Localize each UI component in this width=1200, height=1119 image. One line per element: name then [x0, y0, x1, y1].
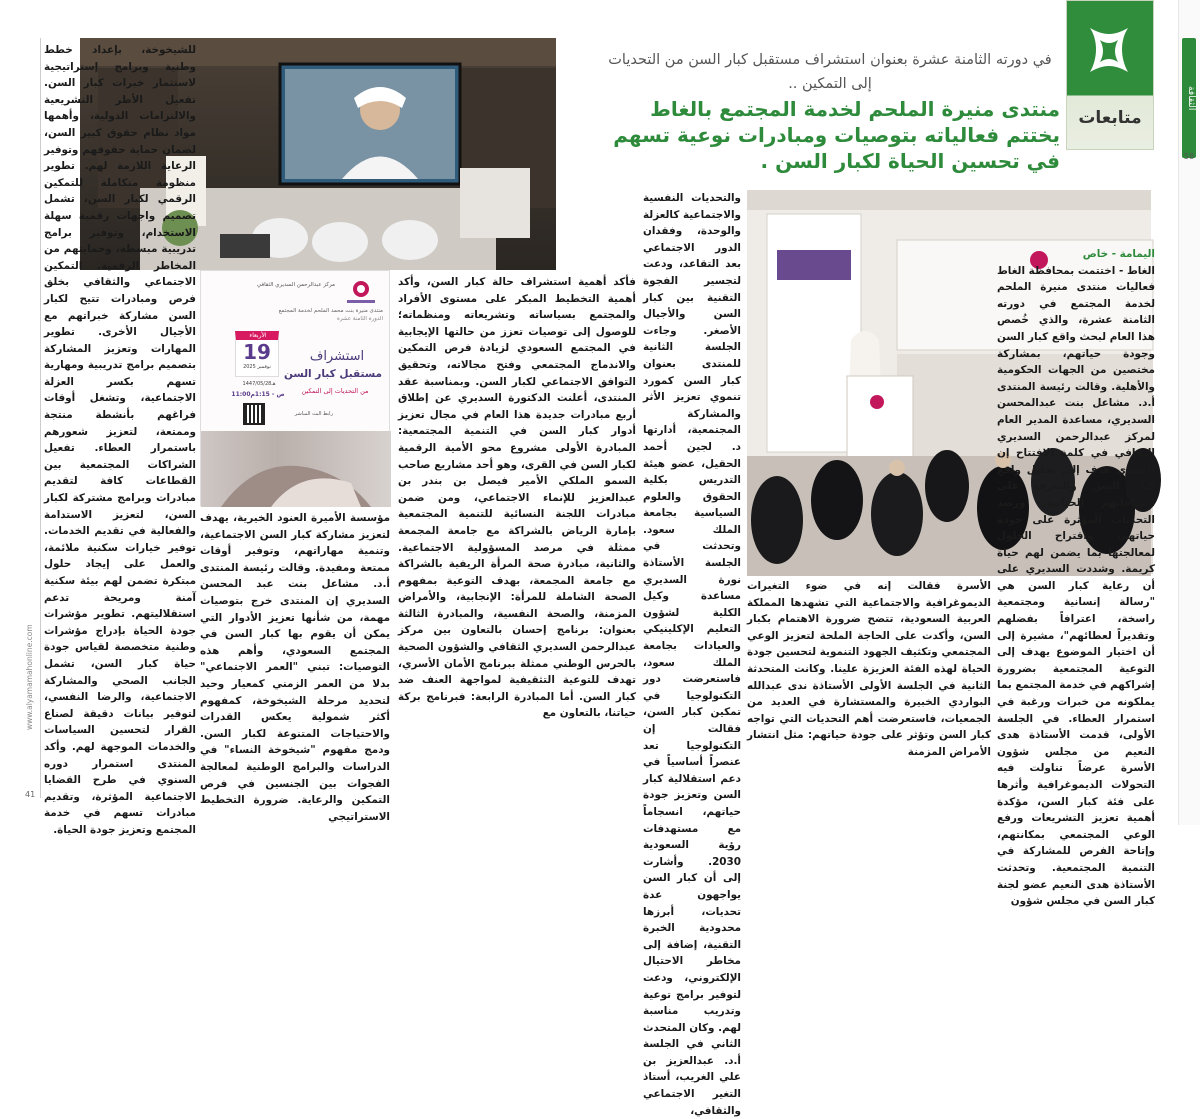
flyer-title-2: مستقبل كبار السن — [283, 368, 383, 380]
flyer-subtitle: منتدى منيرة بنت محمد الملحم لخدمة المجتمع — [278, 308, 383, 314]
article-column-1 — [997, 246, 1155, 908]
section-label: متابعات — [1078, 108, 1142, 128]
flyer-time: 11:00ص - 1:15م — [231, 391, 285, 398]
flyer-date: 19 — [243, 340, 271, 364]
article-text-3: فأكد أهمية استشراف حالة كبار السن، وأكد أهمية التخطيط المبكر على مستوى الأفراد والمجتمع بسياساته وتشريعاته ومنظماته؛ للوصول إلى توصيات تعزز من حالتها الإيجابية في المجتمع السعودي لزيادة فرص التمكين والاندماج المجتمعي وفتح مجالاته، وتحقيق التوافق الاجتماعي لكبار السن. وبمناسبة عقد المنتدى، أعلنت الدكتورة السديري عن إطلاق أربع مبادرات جديدة هذا العام في مجال تعزيز أدوار كبار السن في التنمية المجتمعية: المبادرة الأولى مشروع محو الأمية الرقمية لكبار السن في القرى، وهو أحد مشاريع صاحب السمو الملكي الأمير فيصل بن بندر بن عبدالعزيز للإنماء الاجتماعي، ومن ضمن مبادرات اللجنة النسائية للتنمية المجتمعية بإمارة الرياض بالشراكة مع جامعة المجمعة ممثلة في مرصد المسؤولية الاجتماعية. والثانية، مبادرة صحة المرأة الريفية بالشراكة مع جامعة المجمعة، بهدف التوعية بمفهوم الصحة الشاملة للمرأة: الإنجابية، والأمراض المزمنة، والصحة النفسية، والمبادرة الثالثة بعنوان: برنامج إحسان بالتعاون بين مركز عبدالرحمن السديري الثقافي والشؤون الصحية بالحرس الوطني ممثلة ببرنامج الأمان الأسري، تهدف للتوعية التثقيفية لمواجهة العنف ضد كبار السن. أما المبادرة الرابعة: فبرنامج بركة حياتنا، بالتعاون مع — [398, 276, 636, 720]
flyer-org: مركز عبدالرحمن السديري الثقافي — [256, 282, 335, 288]
section-tab: الثقافة — [1182, 38, 1196, 158]
column-rule — [40, 38, 41, 798]
flyer-day: الأربعاء — [249, 332, 267, 339]
article-text-2b: الأسرة فقالت إنه في ضوء التغيرات الديموغرافية والاجتماعية التي تشهدها المملكة العربية السعودية، تتضح ضرورة الاهتمام بكبار السن، وأكدت على الحاجة الملحة لتعزيز الوعي المجتمعي وتكثيف الجهود التنموية لتحسين جودة الحياة لهذه الفئة العزيزة علينا. وكانت المتحدثة الثانية في الجلسة الأولى الأستاذة ندى عبدالله البواردي الخبيرة والمستشارة في العديد من الجمعيات، فاستعرضت أهم التحديات التي تواجه كبار السن وتؤثر على جودة حياتهم: مثل انتشار الأمراض المزمنة — [747, 580, 991, 758]
flyer-logo-icon — [339, 279, 383, 307]
article-text-2: والتحديات النفسية والاجتماعية كالعزلة والوحدة، وفقدان الدور الاجتماعي بعد التقاعد، ودعت لتجسير الفجوة التقنية بين كبار السن والأجيال الأصغر. وجاءت الجلسة الثانية للمنتدى بعنوان كبار السن كمورد تنموي تعزيز الأثر والمشاركة المجتمعية، أدارتها د. لجين أحمد الحقيل، عضو هيئة التدريس بكلية الحقوق والعلوم السياسية بجامعة الملك سعود. وتحدثت في الجلسة الأستاذة نورة السديري مساعدة وكيل الكلية لشؤون التعليم الإكلينيكي والعيادات بجامعة الملك سعود، فاستعرضت دور التكنولوجيا في تمكين كبار السن، فقالت إن التكنولوجيا تعد عنصراً أساسياً في دعم استقلالية كبار السن وتعزيز جودة حياتهم، انسجاماً مع مستهدفات رؤية السعودية 2030. وأشارت إلى أن كبار السن يواجهون عدة تحديات، أبرزها محدودية الخبرة التقنية، إضافة إلى مخاطر الاحتيال الإلكتروني، ودعت لتوفير برامج توعية وتدريب مناسبة لهم. وكان المتحدث الثاني في الجلسة أ.د. عبدالعزيز بن علي الغريب، أستاذ التغير الاجتماعي والثقافي، — [643, 192, 741, 1117]
event-flyer — [200, 270, 390, 506]
article-text-5: للشيخوخة، بإعداد خطط وطنية وبرامج إستراتيجية لاستثمار خبرات كبار السن. تفعيل الأطر التشريعية والالتزامات الدولية، وأهمها مواد نظام حقوق كبير السن، لضمان حماية حقوقهم وتوفير الرعاية اللازمة لهم. تطوير منظومة متكاملة للتمكين الرقمي لكبار السن، تشمل تصميم واجهات رقمية سهلة الاستخدام، وتوفير برامج تدريبية مبسطة، وحمايتهم من المخاطر الرقمية. التمكين الاجتماعي والثقافي بخلق فرص ومبادرات تتيح لكبار السن مشاركة خبراتهم مع الأجيال الأخرى. تطوير المهارات وتعزيز المشاركة بتصميم برامج تدريبية ومهارية تسهم بكسر العزلة الاجتماعية، وتشغل أوقات فراغهم بأنشطة منتجة وممتعة، لتعزيز شعورهم باستمرار العطاء. تفعيل الشراكات المجتمعية بين القطاعات كافة لتقديم مبادرات وبرامج مشتركة لكبار السن، لتعزيز الاستدامة والفعالية في تقديم الخدمات. توفير خيارات سكنية ملائمة، والعمل على إيجاد حلول مبتكرة تضمن لهم بيئة سكنية آمنة ومريحة تدعم استقلاليتهم. تطوير مؤشرات جودة الحياة بإدراج مؤشرات وطنية متخصصة لقياس جودة حياة كبار السن، تشمل الجانب الصحي والمشاركة الاجتماعية، والرضا النفسي، لتوفير بيانات دقيقة لصناع القرار لتحسين السياسات والخدمات الموجهة لهم. وأكد المنتدى استمرار دوره السنوي في طرح القضايا الاجتماعية المؤثرة، وتقديم مبادرات تسهم في خدمة المجتمع وتعزيز جودة الحياة. — [44, 44, 196, 836]
page-number-right: 58 — [1183, 152, 1195, 161]
article-column-2 — [643, 190, 741, 1117]
website-credit: www.alyamamahonline.com — [25, 624, 34, 730]
article-kicker: في دورته الثامنة عشرة بعنوان استشراف مستقبل كبار السن من التحديات إلى التمكين .. — [608, 52, 1052, 92]
flyer-edition: الدورة الثامنة عشرة — [337, 316, 383, 322]
flyer-title-1: استشراف — [309, 349, 365, 364]
flyer-month: نوفمبر 2025 — [243, 364, 271, 370]
flyer-calendar — [235, 331, 279, 377]
flyer-venue: رابط البث المباشر — [294, 411, 333, 417]
article-column-2b — [747, 578, 991, 824]
page-number-left: 41 — [25, 790, 36, 799]
magazine-logo-icon — [1084, 18, 1134, 82]
article-headline: منتدى منيرة الملحم لخدمة المجتمع بالغاط يختتم فعالياته بتوصيات ومبادرات نوعية تسهم في تحسين الحياة لكبار السن . — [613, 97, 1060, 173]
article-column-4 — [200, 510, 390, 824]
article-text-1: الغاط - اختتمت بمحافظة الغاط فعاليات منتدى منيرة الملحم لخدمة المجتمع في دورته الثامنة عشرة، والذي خُصص هذا العام لبحث واقع كبار السن وجودة حياتهم، بمشاركة مختصين من الجهات الحكومية والأهلية. وقالت رئيسة المنتدى أ.د. مشاعل بنت عبدالمحسن السديري، مساعدة المدير العام لمركز عبدالرحمن السديري الثقافي في كلمة الافتتاح إن المنتدى هدف إلى تحليل واقع كبار السن والتعرف على احتياجاتهم الحياتية، ورصد التحديات المؤثرة على جودة حياتهم، واقتراح الحلول لمعالجتها بما يضمن لهم حياة كريمة. وشددت السديري على أن رعاية كبار السن هي "رسالة إنسانية ومجتمعية راسخة، اعترافاً بفضلهم وتقديراً لعطائهم"، مشيرة إلى أن اختيار الموضوع يهدف إلى التوعية المجتمعية بضرورة إشراكهم في خدمة المجتمع بما يملكونه من خبرات ورغبة في استمرار العطاء. في الجلسة الأولى، قدمت الأستاذة هدى النعيم من مجلس شؤون الأسرة عرضاً تناولت فيه التحولات الديموغرافية وأثرها على فئة كبار السن، مؤكدة أهمية تعزيز التشريعات ورفع الوعي المجتمعي بمكانتهم، وإتاحة الفرص للمشاركة في التنمية المجتمعية. وتحدثت الأستاذة هدى النعيم عضو لجنة كبار السن في مجلس شؤون — [997, 264, 1155, 908]
article-column-5 — [44, 42, 196, 836]
article-column-3 — [398, 274, 636, 824]
article-byline: اليمامة - خاص — [1082, 248, 1155, 260]
flyer-title-3: من التحديات إلى التمكين — [301, 387, 369, 395]
flyer-hands-photo — [201, 431, 391, 507]
flyer-qr-icon — [243, 403, 265, 425]
flyer-hijri: 1447/05/28هـ — [242, 381, 276, 387]
article-text-4: مؤسسة الأميرة العنود الخيرية، يهدف لتعزيز مشاركة كبار السن الاجتماعية، وتنمية مهاراتهم، وتوفير أوقات ممتعة ومفيدة. وقالت رئيسة المنتدى أ.د. مشاعل بنت عبد المحسن السديري إن المنتدى خرج بتوصيات مهمة، من شأنها تعزيز الأدوار التي يمكن أن يقوم بها كبار السن في المجتمع السعودي، وأهم هذه التوصيات: تبني "العمر الاجتماعي" بدلا من العمر الزمني كمعيار وحيد لتحديد مرحلة الشيخوخة، كمفهوم أكثر شمولية يعكس القدرات والاحتياجات المتنوعة لكبار السن. ودمج مفهوم "شيخوخة النساء" في الدراسات والبرامج الوطنية لمعالجة الفجوات بين الجنسين في فرص التمكين والرعاية. ضرورة التخطيط الاستراتيجي — [200, 512, 390, 823]
